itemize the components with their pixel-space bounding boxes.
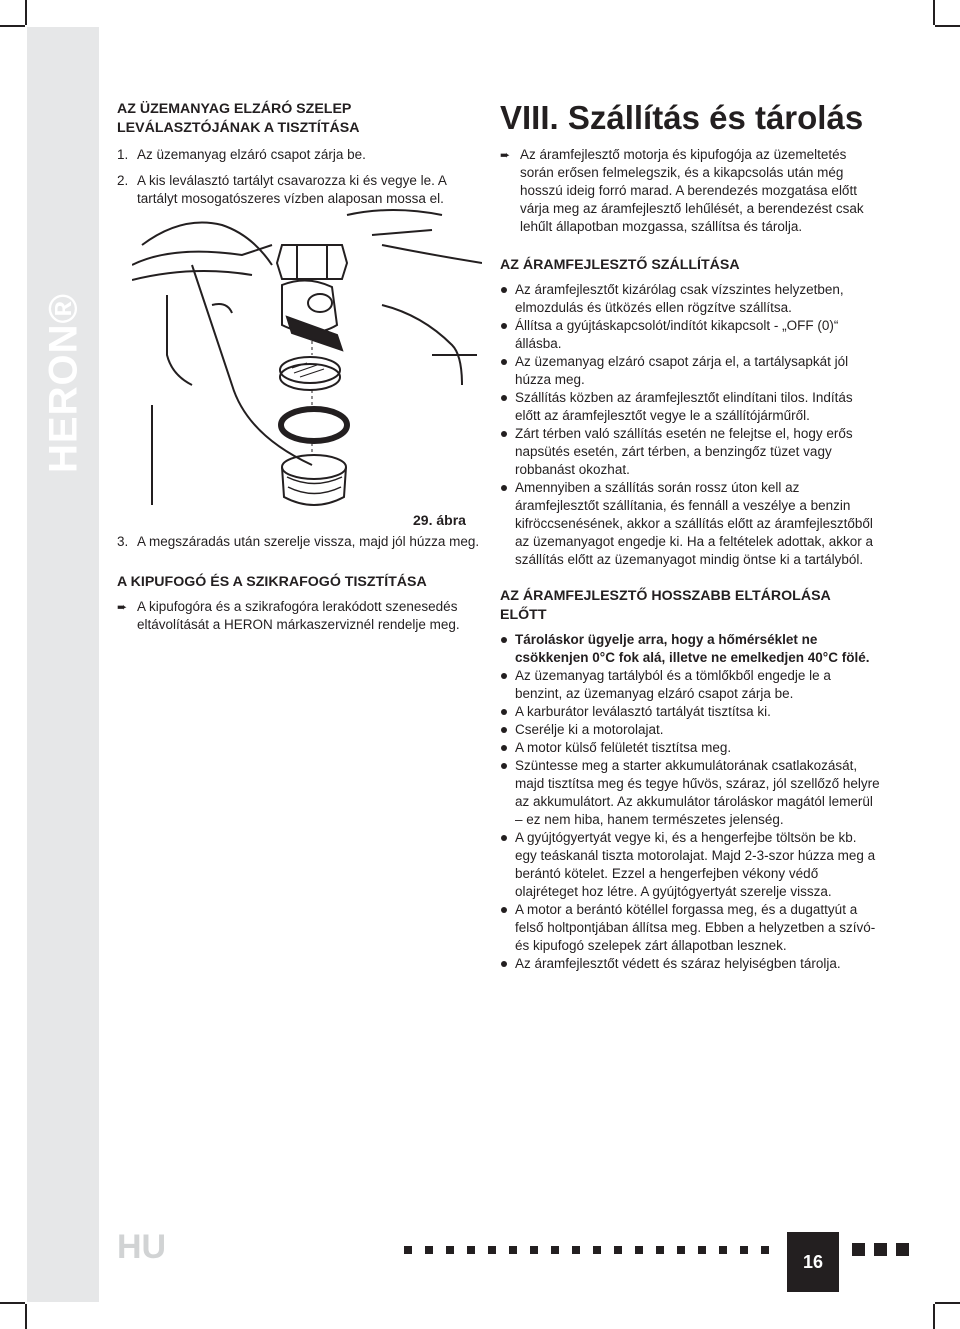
heron-logo: [41, 292, 86, 473]
dot: [509, 1246, 517, 1254]
list-item: [500, 353, 880, 389]
dot: [740, 1246, 748, 1254]
arrow-right-icon: ➨: [500, 148, 511, 162]
bullet-icon: [501, 961, 507, 967]
list-item-text: Az áramfejlesztőt védett és száraz helyiségben tárolja.: [515, 956, 841, 971]
section-title-line2: LEVÁLASZTÓJÁNAK A TISZTÍTÁSA: [117, 120, 360, 136]
chapter-title: VIII. Szállítás és tárolás: [500, 99, 864, 136]
bullet-icon: [501, 727, 507, 733]
intro-text: Az áramfejlesztő motorja és kipufogója az üzemeltetés során erősen felmelegszik, és a kikapcsolás után még hosszú ideig forró marad. A berendezés mozgatása előtt várja meg az áramfejlesztő lehűlését, a berendezést csak lehűlt állapotban mozgassa, szállítsa és tárolja.: [520, 147, 864, 234]
list-item-text: A karburátor leválasztó tartályát tisztítsa ki.: [515, 704, 771, 719]
figure-caption: 29. ábra: [413, 512, 466, 528]
step-text: Az üzemanyag elzáró csapot zárja be.: [137, 147, 366, 162]
section-title-exhaust: A KIPUFOGÓ ÉS A SZIKRAFOGÓ TISZTÍTÁSA: [117, 574, 427, 590]
list-item: [500, 757, 880, 829]
list-item-text: Állítsa a gyújtáskapcsolót/indítót kikapcsolt - „OFF (0)“ állásba.: [515, 318, 839, 351]
dot: [425, 1246, 433, 1254]
bullet-icon: [501, 907, 507, 913]
bullet-icon: [501, 359, 507, 365]
dot: [761, 1246, 769, 1254]
list-item-text: A motor a berántó kötéllel forgassa meg, és a dugattyút a felső holtpontjában állítsa meg. Ebben a helyzetben a szívó- és kipufogó szelepek zárt állapotban lesznek.: [515, 902, 876, 953]
step-item: [117, 172, 483, 208]
dot: [719, 1246, 727, 1254]
dot: [656, 1246, 664, 1254]
left-column: [117, 100, 483, 208]
crop-mark-tr-h: [935, 25, 960, 27]
bullet-icon: [501, 485, 507, 491]
crop-mark-tl-h: [0, 25, 25, 27]
dot: [677, 1246, 685, 1254]
logo-text: HERON®: [41, 292, 86, 473]
list-item-text: Az üzemanyag elzáró csapot zárja el, a tartálysapkát jól húzza meg.: [515, 354, 849, 387]
step-item: [117, 533, 483, 551]
note-text: A kipufogóra és a szikrafogóra lerakódott szenesedés eltávolítását a HERON márkaszerviznél rendelje meg.: [137, 599, 460, 632]
step-text: A kis leválasztó tartályt csavarozza ki és vegye le. A tartályt mosogatószeres vízben alaposan mossa el.: [137, 173, 447, 206]
step-number: 1.: [117, 147, 129, 162]
list-item: [500, 317, 880, 353]
language-code: HU: [117, 1228, 167, 1266]
section-title-line1: AZ ÜZEMANYAG ELZÁRÓ SZELEP: [117, 101, 352, 117]
dot: [572, 1246, 580, 1254]
dot: [698, 1246, 706, 1254]
footer-dot-row: [404, 1246, 919, 1260]
list-item: [500, 901, 880, 955]
list-item-text: Tároláskor ügyelje arra, hogy a hőmérséklet ne csökkenjen 0°C fok alá, illetve ne emelkedjen 40°C fölé.: [515, 632, 870, 665]
arrow-right-icon: ➨: [117, 600, 128, 614]
bullet-icon: [501, 431, 507, 437]
dot: [404, 1246, 412, 1254]
side-band: [27, 27, 99, 1302]
list-item: [500, 739, 880, 757]
right-column: [500, 100, 880, 973]
list-item: [500, 955, 880, 973]
list-item: [500, 389, 880, 425]
bullet-icon: [501, 637, 507, 643]
dot: [530, 1246, 538, 1254]
step-number: 2.: [117, 173, 129, 188]
square: [852, 1243, 865, 1256]
dot: [467, 1246, 475, 1254]
bullet-icon: [501, 835, 507, 841]
step-number: 3.: [117, 534, 129, 549]
list-item: [500, 667, 880, 703]
list-item: [500, 479, 880, 569]
crop-mark-br-h: [935, 1302, 960, 1304]
list-item-text: Szállítás közben az áramfejlesztőt elindítani tilos. Indítás előtt az áramfejlesztőt vegye le a szállítójárműről.: [515, 390, 853, 423]
crop-mark-tl-v: [25, 0, 27, 25]
dot: [593, 1246, 601, 1254]
crop-mark-tr-v: [933, 0, 935, 25]
list-item-text: Az áramfejlesztőt kizárólag csak vízszintes helyzetben, elmozdulás és ütközés ellen rögzítve szállítsa.: [515, 282, 844, 315]
bullet-icon: [501, 673, 507, 679]
crop-mark-bl-v: [25, 1304, 27, 1329]
list-item: [500, 425, 880, 479]
step-text: A megszáradás után szerelje vissza, majd jól húzza meg.: [137, 534, 480, 549]
bullet-icon: [501, 323, 507, 329]
list-item-text: Zárt térben való szállítás esetén ne felejtse el, hogy erős napsütés esetén, zárt térben, a benzingőz tüzet vagy robbanást okozhat.: [515, 426, 853, 477]
list-item-text: Cserélje ki a motorolajat.: [515, 722, 664, 737]
bullet-icon: [501, 709, 507, 715]
bullet-icon: [501, 287, 507, 293]
dot: [488, 1246, 496, 1254]
section-title-transport: AZ ÁRAMFEJLESZTŐ SZÁLLÍTÁSA: [500, 257, 740, 273]
list-item-text: Amennyiben a szállítás során rossz úton kell az áramfejlesztőt szállítania, és fennáll a veszélye a benzin kifröccsenésének, akkor a szállítás előtt az áramfejlesztőből az üzemanyagot engedje ki. Ha a feltételek adottak, akkor a szállítás előtt az üzemanyagot mindig öntse ki a tartályból.: [515, 480, 873, 567]
list-item-text: A gyújtógyertyát vegye ki, és a hengerfejbe töltsön be kb. egy teáskanál tiszta motorolajat. Majd 2-3-szor húzza meg a berántó kötelet. Ezzel a hengerfejben vékony védő olajréteget hoz létre. A gyújtógyertyát szerelje vissza.: [515, 830, 876, 899]
section-title-separator: [117, 100, 483, 138]
bullet-icon: [501, 395, 507, 401]
section-title-storage: AZ ÁRAMFEJLESZTŐ HOSSZABB ELTÁROLÁSA ELŐTT: [500, 588, 831, 623]
list-item-text: Szüntesse meg a starter akkumulátorának csatlakozását, majd tisztítsa meg és tegye hűvös, száraz, jól szellőző helyre az akkumulátort. Az akkumulátor tároláskor magától lemerül – ez nem hiba, hanem természetes jelenség.: [515, 758, 880, 827]
figure-29-drawing: [132, 205, 482, 513]
list-item-text: Az üzemanyag tartályból és a tömlőkből engedje le a benzint, az üzemanyag elzáró csapot zárja be.: [515, 668, 831, 701]
list-item-text: A motor külső felületét tisztítsa meg.: [515, 740, 732, 755]
storage-list: [500, 631, 880, 973]
left-column-lower: [117, 533, 483, 634]
arrow-note: [117, 598, 483, 634]
bullet-icon: [501, 763, 507, 769]
dot: [551, 1246, 559, 1254]
transport-list: [500, 281, 880, 569]
square: [874, 1243, 887, 1256]
dot: [614, 1246, 622, 1254]
step-item: [117, 146, 483, 164]
list-item: [500, 281, 880, 317]
dot: [635, 1246, 643, 1254]
list-item: [500, 631, 880, 667]
square: [896, 1243, 909, 1256]
list-item: [500, 721, 880, 739]
bullet-icon: [501, 745, 507, 751]
crop-mark-bl-h: [0, 1302, 25, 1304]
dot: [446, 1246, 454, 1254]
page-number: 16: [787, 1232, 839, 1292]
list-item: [500, 703, 880, 721]
list-item: [500, 829, 880, 901]
arrow-note: [500, 146, 880, 236]
crop-mark-br-v: [933, 1304, 935, 1329]
